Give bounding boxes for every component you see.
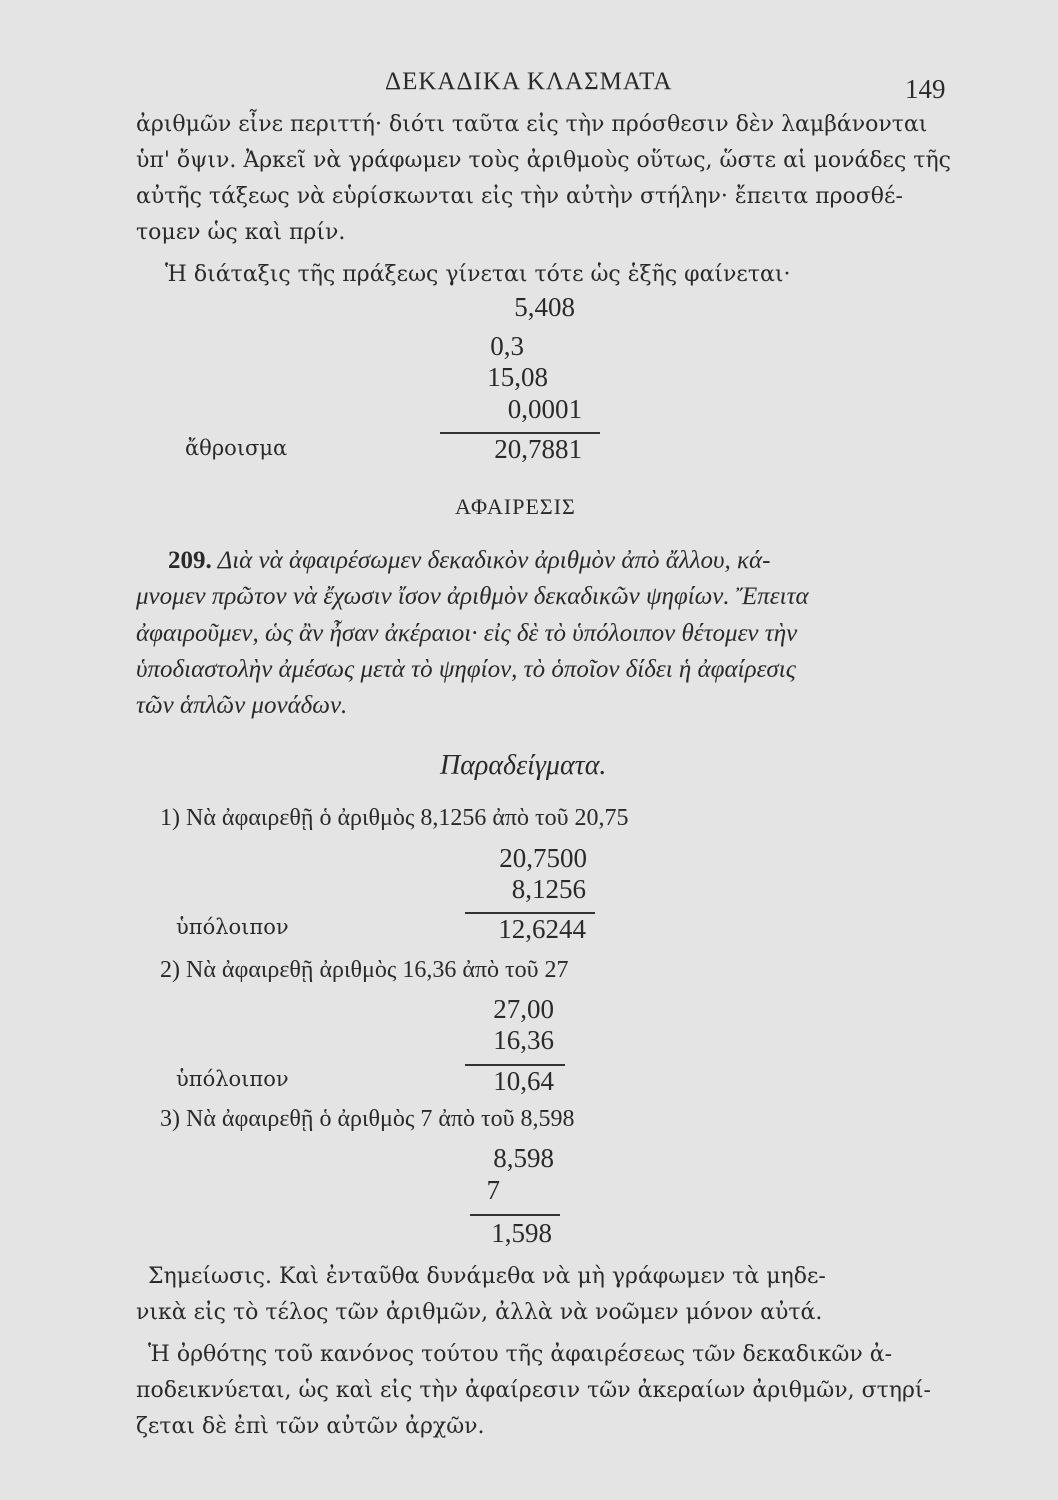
- section-line: τῶν ἁπλῶν μονάδων.: [136, 692, 348, 719]
- example-statement: 2) Νὰ ἀφαιρεθῇ ἀριθμὸς 16,36 ἀπὸ τοῦ 27: [160, 957, 569, 983]
- section-title: ΑΦΑΙΡΕΣΙΣ: [455, 494, 576, 519]
- intro-line: Ἡ διάταξις τῆς πράξεως γίνεται τότε ὡς ἑξῆς φαίνεται·: [165, 262, 791, 287]
- subtrahend: 16,36: [493, 1025, 554, 1055]
- intro-line: ὑπ' ὄψιν. Ἀρκεῖ νὰ γράφωμεν τοὺς ἀριθμοὺς οὕτως, ὥστε αἱ μονάδες τῆς: [136, 148, 951, 173]
- section-text: Διὰ νὰ ἀφαιρέσωμεν δεκαδικὸν ἀριθμὸν ἀπὸ ἄλλου, κά-: [217, 547, 771, 574]
- note-line: νικὰ εἰς τὸ τέλος τῶν ἀριθμῶν, ἀλλὰ νὰ νοῶμεν μόνον αὐτά.: [136, 1300, 823, 1325]
- note-line: ζεται δὲ ἐπὶ τῶν αὐτῶν ἀρχῶν.: [136, 1414, 485, 1439]
- addend: 0,3: [490, 331, 524, 361]
- minuend: 8,598: [493, 1143, 554, 1173]
- sum-value: 20,7881: [494, 434, 582, 464]
- subtrahend: 8,1256: [511, 874, 586, 904]
- section-line: ὑποδιαστολὴν ἀμέσως μετὰ τὸ ψηφίον, τὸ ὁποῖον δίδει ἡ ἀφαίρεσις: [136, 656, 796, 683]
- running-header-title: ΔΕΚΑΔΙΚΑ ΚΛΑΣΜΑΤΑ: [385, 68, 673, 95]
- difference-rule: [470, 1214, 560, 1216]
- remainder-label: ὑπόλοιπον: [176, 915, 289, 939]
- note-line: Σημείωσις. Καὶ ἐνταῦθα δυνάμεθα νὰ μὴ γράφωμεν τὰ μηδε-: [148, 1264, 826, 1289]
- paragraph-number: 209.: [168, 547, 212, 574]
- remainder-label: ὑπόλοιπον: [176, 1067, 289, 1091]
- example-statement: 3) Νὰ ἀφαιρεθῇ ὁ ἀριθμὸς 7 ἀπὸ τοῦ 8,598: [160, 1106, 575, 1132]
- remainder-value: 12,6244: [498, 914, 586, 944]
- intro-line: τομεν ὡς καὶ πρίν.: [136, 220, 346, 245]
- remainder-value: 1,598: [491, 1218, 552, 1248]
- minuend: 27,00: [493, 994, 554, 1024]
- section-line-first: [168, 547, 770, 575]
- intro-line: ἀριθμῶν εἶνε περιττή· διότι ταῦτα εἰς τὴν πρόσθεσιν δὲν λαμβάνονται: [136, 112, 928, 137]
- section-line: μνομεν πρῶτον νὰ ἔχωσιν ἴσον ἀριθμὸν δεκαδικῶν ψηφίων. Ἔπειτα: [136, 583, 809, 610]
- remainder-value: 10,64: [493, 1066, 554, 1096]
- addend: 5,408: [514, 292, 575, 322]
- examples-heading: Παραδείγματα.: [440, 750, 607, 781]
- minuend: 20,7500: [499, 843, 587, 873]
- note-line: Ἡ ὀρθότης τοῦ κανόνος τούτου τῆς ἀφαιρέσεως τῶν δεκαδικῶν ἀ-: [148, 1342, 893, 1367]
- intro-line: αὐτῆς τάξεως νὰ εὑρίσκωνται εἰς τὴν αὐτὴν στήλην· ἔπειτα προσθέ-: [136, 184, 903, 209]
- example-statement: 1) Νὰ ἀφαιρεθῇ ὁ ἀριθμὸς 8,1256 ἀπὸ τοῦ 20,75: [160, 805, 629, 831]
- subtrahend: 7: [486, 1175, 500, 1205]
- section-line: ἀφαιροῦμεν, ὡς ἂν ἦσαν ἀκέραιοι· εἰς δὲ τὸ ὑπόλοιπον θέτομεν τὴν: [136, 620, 798, 647]
- page-number: 149: [905, 74, 946, 104]
- sum-label: ἄθροισμα: [185, 436, 288, 460]
- addend: 15,08: [487, 362, 548, 392]
- addend: 0,0001: [507, 394, 582, 424]
- note-line: ποδεικνύεται, ὡς καὶ εἰς τὴν ἀφαίρεσιν τῶν ἀκεραίων ἀριθμῶν, στηρί-: [136, 1378, 931, 1403]
